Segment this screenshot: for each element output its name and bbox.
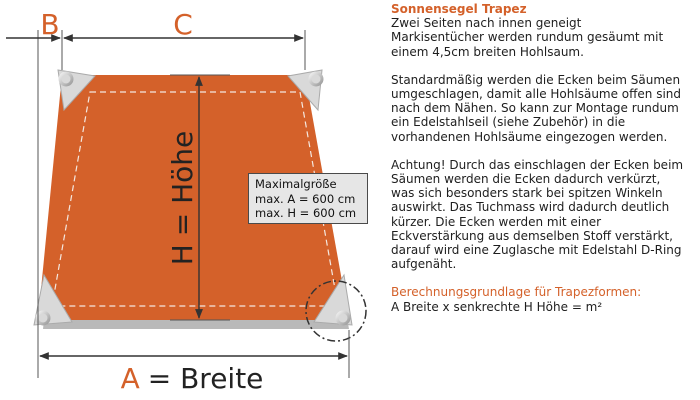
- info-para3-line: was sich besonders stark bei spitzen Winkeln: [391, 186, 663, 201]
- info-intro-line: Zwei Seiten nach innen geneigt: [391, 16, 582, 31]
- info-text-panel: [391, 2, 696, 314]
- label-width-letter: A: [120, 362, 140, 395]
- info-para3-line: darauf wird eine Zuglasche mit Edelstahl D-Ring: [391, 243, 682, 258]
- label-height-letter: H: [166, 244, 199, 266]
- info-para2-line: ein Edelstahlseil (siehe Zubehör) in die: [391, 115, 626, 130]
- info-para3-line: auswirkt. Das Tuchmass wird dadurch deutlich: [391, 200, 670, 215]
- label-c: C: [173, 8, 193, 41]
- info-title: Sonnensegel Trapez: [391, 2, 527, 16]
- info-para2-line: Standardmäßig werden die Ecken beim Säumen: [391, 72, 681, 87]
- area-formula: A Breite x senkrechte H Höhe = m²: [391, 299, 603, 314]
- max-size-box: [248, 173, 368, 224]
- max-size-title: Maximalgröße: [255, 177, 337, 191]
- calc-title: Berechnungsgrundlage für Trapezformen:: [391, 285, 642, 300]
- info-intro-line: Markisentücher werden rundum gesäumt mit: [391, 30, 664, 45]
- max-size-h: max. H = 600 cm: [255, 206, 357, 220]
- info-para2-line: nach dem Nähen. So kann zur Montage rundum: [391, 101, 679, 116]
- info-para3-line: aufgenäht.: [391, 257, 457, 272]
- info-intro-line: einem 4,5cm breiten Hohlsaum.: [391, 44, 584, 59]
- info-para3-line: Achtung! Durch das einschlagen der Ecken beim: [391, 157, 684, 172]
- max-size-a: max. A = 600 cm: [255, 191, 356, 206]
- info-para3-line: kürzer. Die Ecken werden mit einer: [391, 214, 602, 229]
- info-para3-line: Eckverstärkung aus demselben Stoff verstärkt,: [391, 228, 673, 243]
- info-para3-line: Säumen werden die Ecken dadurch verkürzt,: [391, 172, 661, 187]
- info-para2-line: vorhandenen Hohlsäume eingezogen werden.: [391, 129, 668, 144]
- label-width-text: = Breite: [147, 362, 264, 395]
- label-b: B: [40, 8, 60, 41]
- label-height: [166, 131, 199, 266]
- info-para2-line: umgeschlagen, damit alle Hohlsäume offen sind: [391, 87, 682, 102]
- label-width: [121, 362, 264, 395]
- label-height-text: = Höhe: [166, 130, 199, 237]
